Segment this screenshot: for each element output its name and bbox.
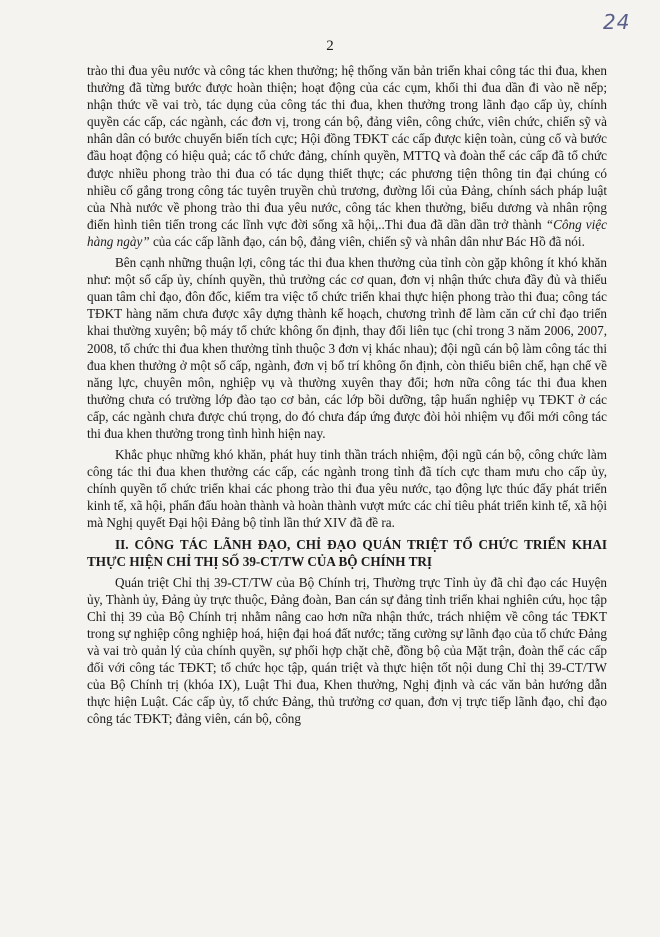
paragraph-3: Khắc phục những khó khăn, phát huy tinh thần trách nhiệm, đội ngũ cán bộ, công chức làm công tác thi đua khen thưởng các cấp, các ngành trong tỉnh đã tích cực tham mưu cho cấp ủy, chính quyền tổ chức triển khai các phong trào thi đua yêu nước, tạo động lực thúc đẩy phát triển kinh tế, xã hội, phấn đấu hoàn thành và hoàn thành vượt mức các chỉ tiêu phát triển kinh tế, xã hội mà Nghị quyết Đại hội Đảng bộ tỉnh lần thứ XIV đã đề ra. bbox=[87, 447, 607, 531]
paragraph-1-quote: “Công việc hàng ngày” bbox=[87, 216, 607, 249]
section-body-paragraph: Quán triệt Chỉ thị 39-CT/TW của Bộ Chính trị, Thường trực Tỉnh ủy đã chỉ đạo các Huyện ủy, Thành ủy, Đảng ủy trực thuộc, Đảng đoàn, Ban cán sự đảng tỉnh triển khai nghiên cứu, học tập Chỉ thị 39 của Bộ Chính trị nhằm nâng cao hơn nữa nhận thức, trách nhiệm về công tác TĐKT trong sự nghiệp công nghiệp hoá, hiện đại hoá đất nước; tăng cường sự lãnh đạo của tổ chức Đảng và vai trò quản lý của chính quyền, sự phối hợp chặt chẽ, đồng bộ của Mặt trận, đoàn thể các cấp đối với công tác TĐKT; tổ chức học tập, quán triệt và thực hiện tốt nội dung Chỉ thị 39-CT/TW của Bộ Chính trị (khóa IX), Luật Thi đua, Khen thưởng, Nghị định và các văn bản hướng dẫn thực hiện Luật. Các cấp ủy, tổ chức Đảng, thủ trưởng cơ quan, đơn vị trực tiếp lãnh đạo, chỉ đạo công tác TĐKT; đảng viên, cán bộ, công bbox=[87, 574, 607, 727]
paragraph-2: Bên cạnh những thuận lợi, công tác thi đua khen thưởng của tỉnh còn gặp không ít khó khăn như: một số cấp ủy, chính quyền, thủ trưởng các cơ quan, đơn vị nhận thức chưa đầy đủ và thiếu quan tâm chỉ đạo, đôn đốc, kiểm tra việc tổ chức triển khai thực hiện phong trào thi đua; công tác TĐKT hàng năm chưa được xây dựng thành kế hoạch, chương trình để làm căn cứ chỉ đạo triển khai thường xuyên; bộ máy tổ chức không ổn định, thay đổi liên tục (chỉ trong 3 năm 2006, 2007, 2008, tổ chức thi đua khen thưởng tỉnh thuộc 3 đơn vị khác nhau); đội ngũ cán bộ làm công tác thi đua khen thưởng ở một số cấp, ngành, đơn vị bố trí không ổn định, còn thiếu biên chế, hạn chế về năng lực, chuyên môn, nghiệp vụ và thường xuyên thay đổi; hơn nữa công tác thi đua khen thưởng chưa có trường lớp đào tạo cơ bản, các lớp bồi dưỡng, tập huấn nghiệp vụ TĐKT ở các cấp, các ngành chưa được chú trọng, do đó chưa đáp ứng được đòi hỏi nhiệm vụ đổi mới công tác thi đua khen thưởng trong tình hình hiện nay. bbox=[87, 255, 607, 441]
paragraph-1-text-end: của các cấp lãnh đạo, cán bộ, đảng viên, chiến sỹ và nhân dân như Bác Hồ đã nói. bbox=[149, 233, 585, 249]
page-number: 2 bbox=[326, 38, 334, 54]
section-heading: II. CÔNG TÁC LÃNH ĐẠO, CHỈ ĐẠO QUÁN TRIỆT TỔ CHỨC TRIỂN KHAI THỰC HIỆN CHỈ THỊ SỐ 39-CT/TW CỦA BỘ CHÍNH TRỊ bbox=[87, 536, 607, 569]
handwritten-page-mark: 24 bbox=[603, 10, 631, 34]
paragraph-1-text: trào thi đua yêu nước và công tác khen thưởng; hệ thống văn bản triển khai công tác thi đua, khen thưởng đã từng bước được hoàn thiện; hoạt động của các cụm, khối thi đua dần đi vào nề nếp; nhận thức về vai trò, tác dụng của công tác thi đua, khen thưởng trong lãnh đạo cấp ủy, chính quyền các cấp, các ngành, các đơn vị, trong cán bộ, đảng viên, công chức, viên chức, chiến sỹ và nhân dân có bước chuyển biến tích cực; Hội đồng TĐKT các cấp được kiện toàn, củng cố và bước đầu hoạt động có hiệu quả; các tổ chức đảng, chính quyền, MTTQ và đoàn thể các cấp đã tổ chức được nhiều phong trào thi đua có tác dụng thiết thực; các phương tiện thông tin đại chúng có nhiều cố gắng trong công tác tuyên truyền chủ trương, đường lối của Đảng, chính sách pháp luật của Nhà nước về phong trào thi đua yêu nước, công tác khen thưởng, biểu dương và nhân rộng điển hình tiên tiến trong các lĩnh vực đời sống xã hội,..Thi đua đã dần dần trở thành bbox=[87, 63, 607, 232]
paragraph-1 bbox=[87, 62, 607, 250]
document-body bbox=[87, 62, 607, 728]
